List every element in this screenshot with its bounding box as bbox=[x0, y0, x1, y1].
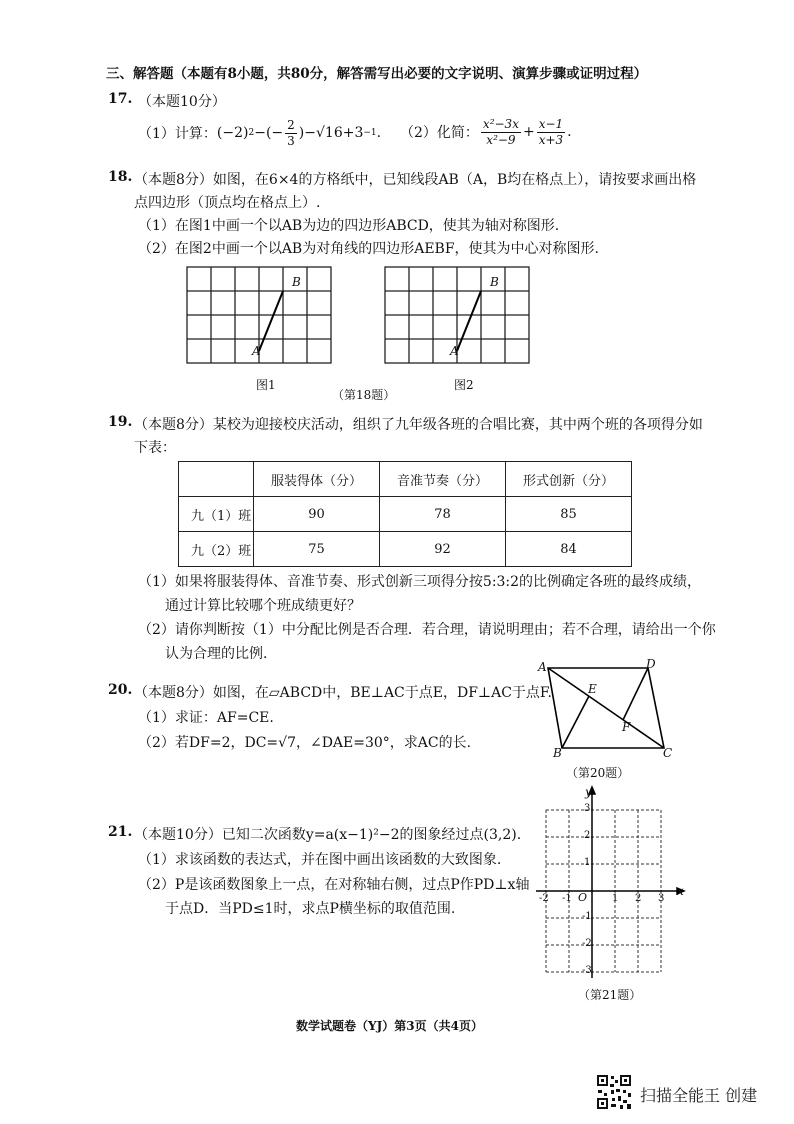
q21-x-tick: -1 bbox=[562, 893, 572, 904]
q20-label-a: A bbox=[538, 660, 547, 674]
q21-y-tick: 3 bbox=[584, 803, 591, 814]
q17-part2-fraction-2 bbox=[537, 117, 565, 148]
q20-part2: （2）若DF=2，DC=√7，∠DAE=30°，求AC的长. bbox=[138, 735, 472, 751]
q18-figure-1 bbox=[186, 266, 336, 368]
table-cell: 92 bbox=[380, 532, 506, 567]
table-header-cell: 形式创新（分） bbox=[506, 462, 632, 497]
q17-part1-expr-a: (−2) bbox=[216, 125, 249, 141]
q20-label-c: C bbox=[663, 746, 673, 760]
q20-label-d: D bbox=[646, 657, 656, 671]
q21-x-tick: 2 bbox=[635, 893, 642, 904]
q17-part1-fraction bbox=[285, 118, 297, 149]
page-footer: 数学试题卷（YJ）第3页（共4页） bbox=[296, 1019, 483, 1033]
q21-x-tick: 3 bbox=[658, 893, 665, 904]
q21-part2-line2: 于点D．当PD≤1时，求点P横坐标的取值范围. bbox=[165, 901, 456, 917]
table-cell: 78 bbox=[380, 497, 506, 532]
q19-number: 19. bbox=[108, 414, 133, 430]
q21-axis-y-label: y bbox=[585, 785, 592, 799]
qr-code-icon bbox=[596, 1074, 632, 1110]
table-row bbox=[179, 532, 632, 567]
q17-part1-frac-den: 3 bbox=[287, 133, 295, 148]
table-header-cell: 服装得体（分） bbox=[254, 462, 380, 497]
q20-number: 20. bbox=[108, 682, 133, 698]
q21-coordinate-grid bbox=[532, 782, 692, 984]
q18-fig1-label-b: B bbox=[292, 275, 301, 289]
q21-number: 21. bbox=[108, 824, 133, 840]
q17-part2-frac2-num: x−1 bbox=[538, 116, 564, 131]
section-title: 三、解答题（本题有8小题，共80分，解答需写出必要的文字说明、演算步骤或证明过程） bbox=[106, 66, 648, 82]
table-cell: 九（1）班 bbox=[179, 497, 254, 532]
table-cell: 75 bbox=[254, 532, 380, 567]
q17-part2-frac1-den: x²−9 bbox=[486, 132, 516, 147]
q21-part1: （1）求该函数的表达式，并在图中画出该函数的大致图象. bbox=[138, 852, 502, 868]
q17-part1-expr-c: )−√16+3 bbox=[298, 125, 364, 141]
q20-line1: （本题8分）如图，在▱ABCD中，BE⊥AC于点E，DF⊥AC于点F. bbox=[134, 685, 552, 701]
q17-part2-fraction-1 bbox=[481, 117, 521, 148]
q19-line2: 下表： bbox=[134, 440, 176, 456]
q18-line2: 点四边形（顶点均在格点上）. bbox=[134, 195, 321, 211]
q18-caption: （第18题） bbox=[332, 388, 396, 402]
q21-y-tick: 1 bbox=[584, 857, 591, 868]
table-cell: 85 bbox=[506, 497, 632, 532]
q17-part1-expr-b: −(− bbox=[254, 125, 284, 141]
q17-part1-label: （1）计算： bbox=[138, 126, 217, 142]
table-cell: 90 bbox=[254, 497, 380, 532]
table-header-cell: 音准节奏（分） bbox=[380, 462, 506, 497]
q18-fig1-label-a: A bbox=[252, 344, 261, 358]
q17-part2-plus: + bbox=[522, 124, 535, 140]
q18-part1: （1）在图1中画一个以AB为边的四边形ABCD，使其为轴对称图形. bbox=[138, 218, 560, 234]
q18-figure-2 bbox=[384, 266, 534, 368]
q19-line1: （本题8分）某校为迎接校庆活动，组织了九年级各班的合唱比赛，其中两个班的各项得分如 bbox=[134, 417, 703, 433]
q21-x-tick: 1 bbox=[612, 893, 619, 904]
q17-part2-end: . bbox=[567, 124, 572, 140]
q21-axis-x-label: x bbox=[677, 884, 684, 898]
q17-part1-frac-num: 2 bbox=[287, 117, 295, 132]
q21-y-tick: -3 bbox=[582, 965, 592, 976]
q20-parallelogram-figure bbox=[538, 660, 678, 760]
q17-part1 bbox=[138, 117, 381, 149]
q20-label-e: E bbox=[588, 682, 597, 696]
scanner-watermark: 扫描全能王 创建 bbox=[640, 1086, 758, 1105]
q20-label-f: F bbox=[622, 720, 631, 734]
q21-y-tick: -2 bbox=[582, 938, 592, 949]
q17-part1-end: . bbox=[376, 125, 382, 141]
q18-number: 18. bbox=[108, 169, 133, 185]
q21-part2-line1: （2）P是该函数图象上一点，在对称轴右侧，过点P作PD⊥x轴 bbox=[138, 877, 530, 893]
q18-fig1-segment-ab bbox=[259, 291, 283, 351]
q20-label-b: B bbox=[553, 746, 562, 760]
q20-caption: （第20题） bbox=[566, 766, 630, 780]
q17-header: （本题10分） bbox=[138, 94, 226, 110]
q19-part1-line2: 通过计算比较哪个班成绩更好？ bbox=[165, 598, 361, 614]
q18-fig2-label-b: B bbox=[490, 275, 499, 289]
q17-part2 bbox=[400, 115, 572, 149]
q17-part1-sup-c: −1 bbox=[363, 128, 377, 138]
table-cell: 九（2）班 bbox=[179, 532, 254, 567]
q20-part1: （1）求证：AF=CE. bbox=[138, 710, 274, 726]
q21-line1: （本题10分）已知二次函数y=a(x−1)²−2的图象经过点(3,2). bbox=[134, 827, 522, 843]
table-header-cell bbox=[179, 462, 254, 497]
q17-part1-sup-a: 2 bbox=[248, 128, 255, 138]
q21-y-tick: -1 bbox=[582, 911, 592, 922]
table-cell: 84 bbox=[506, 532, 632, 567]
q18-fig2-segment-ab bbox=[457, 291, 481, 351]
q21-caption: （第21题） bbox=[578, 988, 642, 1002]
q21-origin-label: O bbox=[578, 891, 588, 904]
q17-number: 17. bbox=[108, 91, 133, 107]
q19-part2-line1: （2）请你判断按（1）中分配比例是否合理．若合理，请说明理由；若不合理，请给出一个你 bbox=[138, 622, 716, 638]
q19-part1-line1: （1）如果将服装得体、音准节奏、形式创新三项得分按5:3:2的比例确定各班的最终成绩， bbox=[138, 574, 702, 590]
q17-part2-frac2-den: x+3 bbox=[538, 132, 564, 147]
q19-part2-line2: 认为合理的比例. bbox=[165, 646, 268, 662]
q21-x-tick: -2 bbox=[539, 893, 549, 904]
q18-fig2-label-a: A bbox=[450, 344, 459, 358]
q18-line1: （本题8分）如图，在6×4的方格纸中，已知线段AB（A，B均在格点上），请按要求画出格 bbox=[134, 172, 697, 188]
q18-fig2-caption: 图2 bbox=[454, 378, 474, 392]
q18-fig1-caption: 图1 bbox=[256, 378, 276, 392]
q17-part2-label: （2）化简： bbox=[400, 125, 479, 141]
table-row bbox=[179, 497, 632, 532]
table-header-row bbox=[179, 462, 632, 497]
q17-part2-frac1-num: x²−3x bbox=[482, 116, 519, 131]
q18-part2: （2）在图2中画一个以AB为对角线的四边形AEBF，使其为中心对称图形. bbox=[138, 241, 599, 257]
q21-y-tick: 2 bbox=[584, 830, 591, 841]
q19-score-table bbox=[178, 461, 632, 567]
